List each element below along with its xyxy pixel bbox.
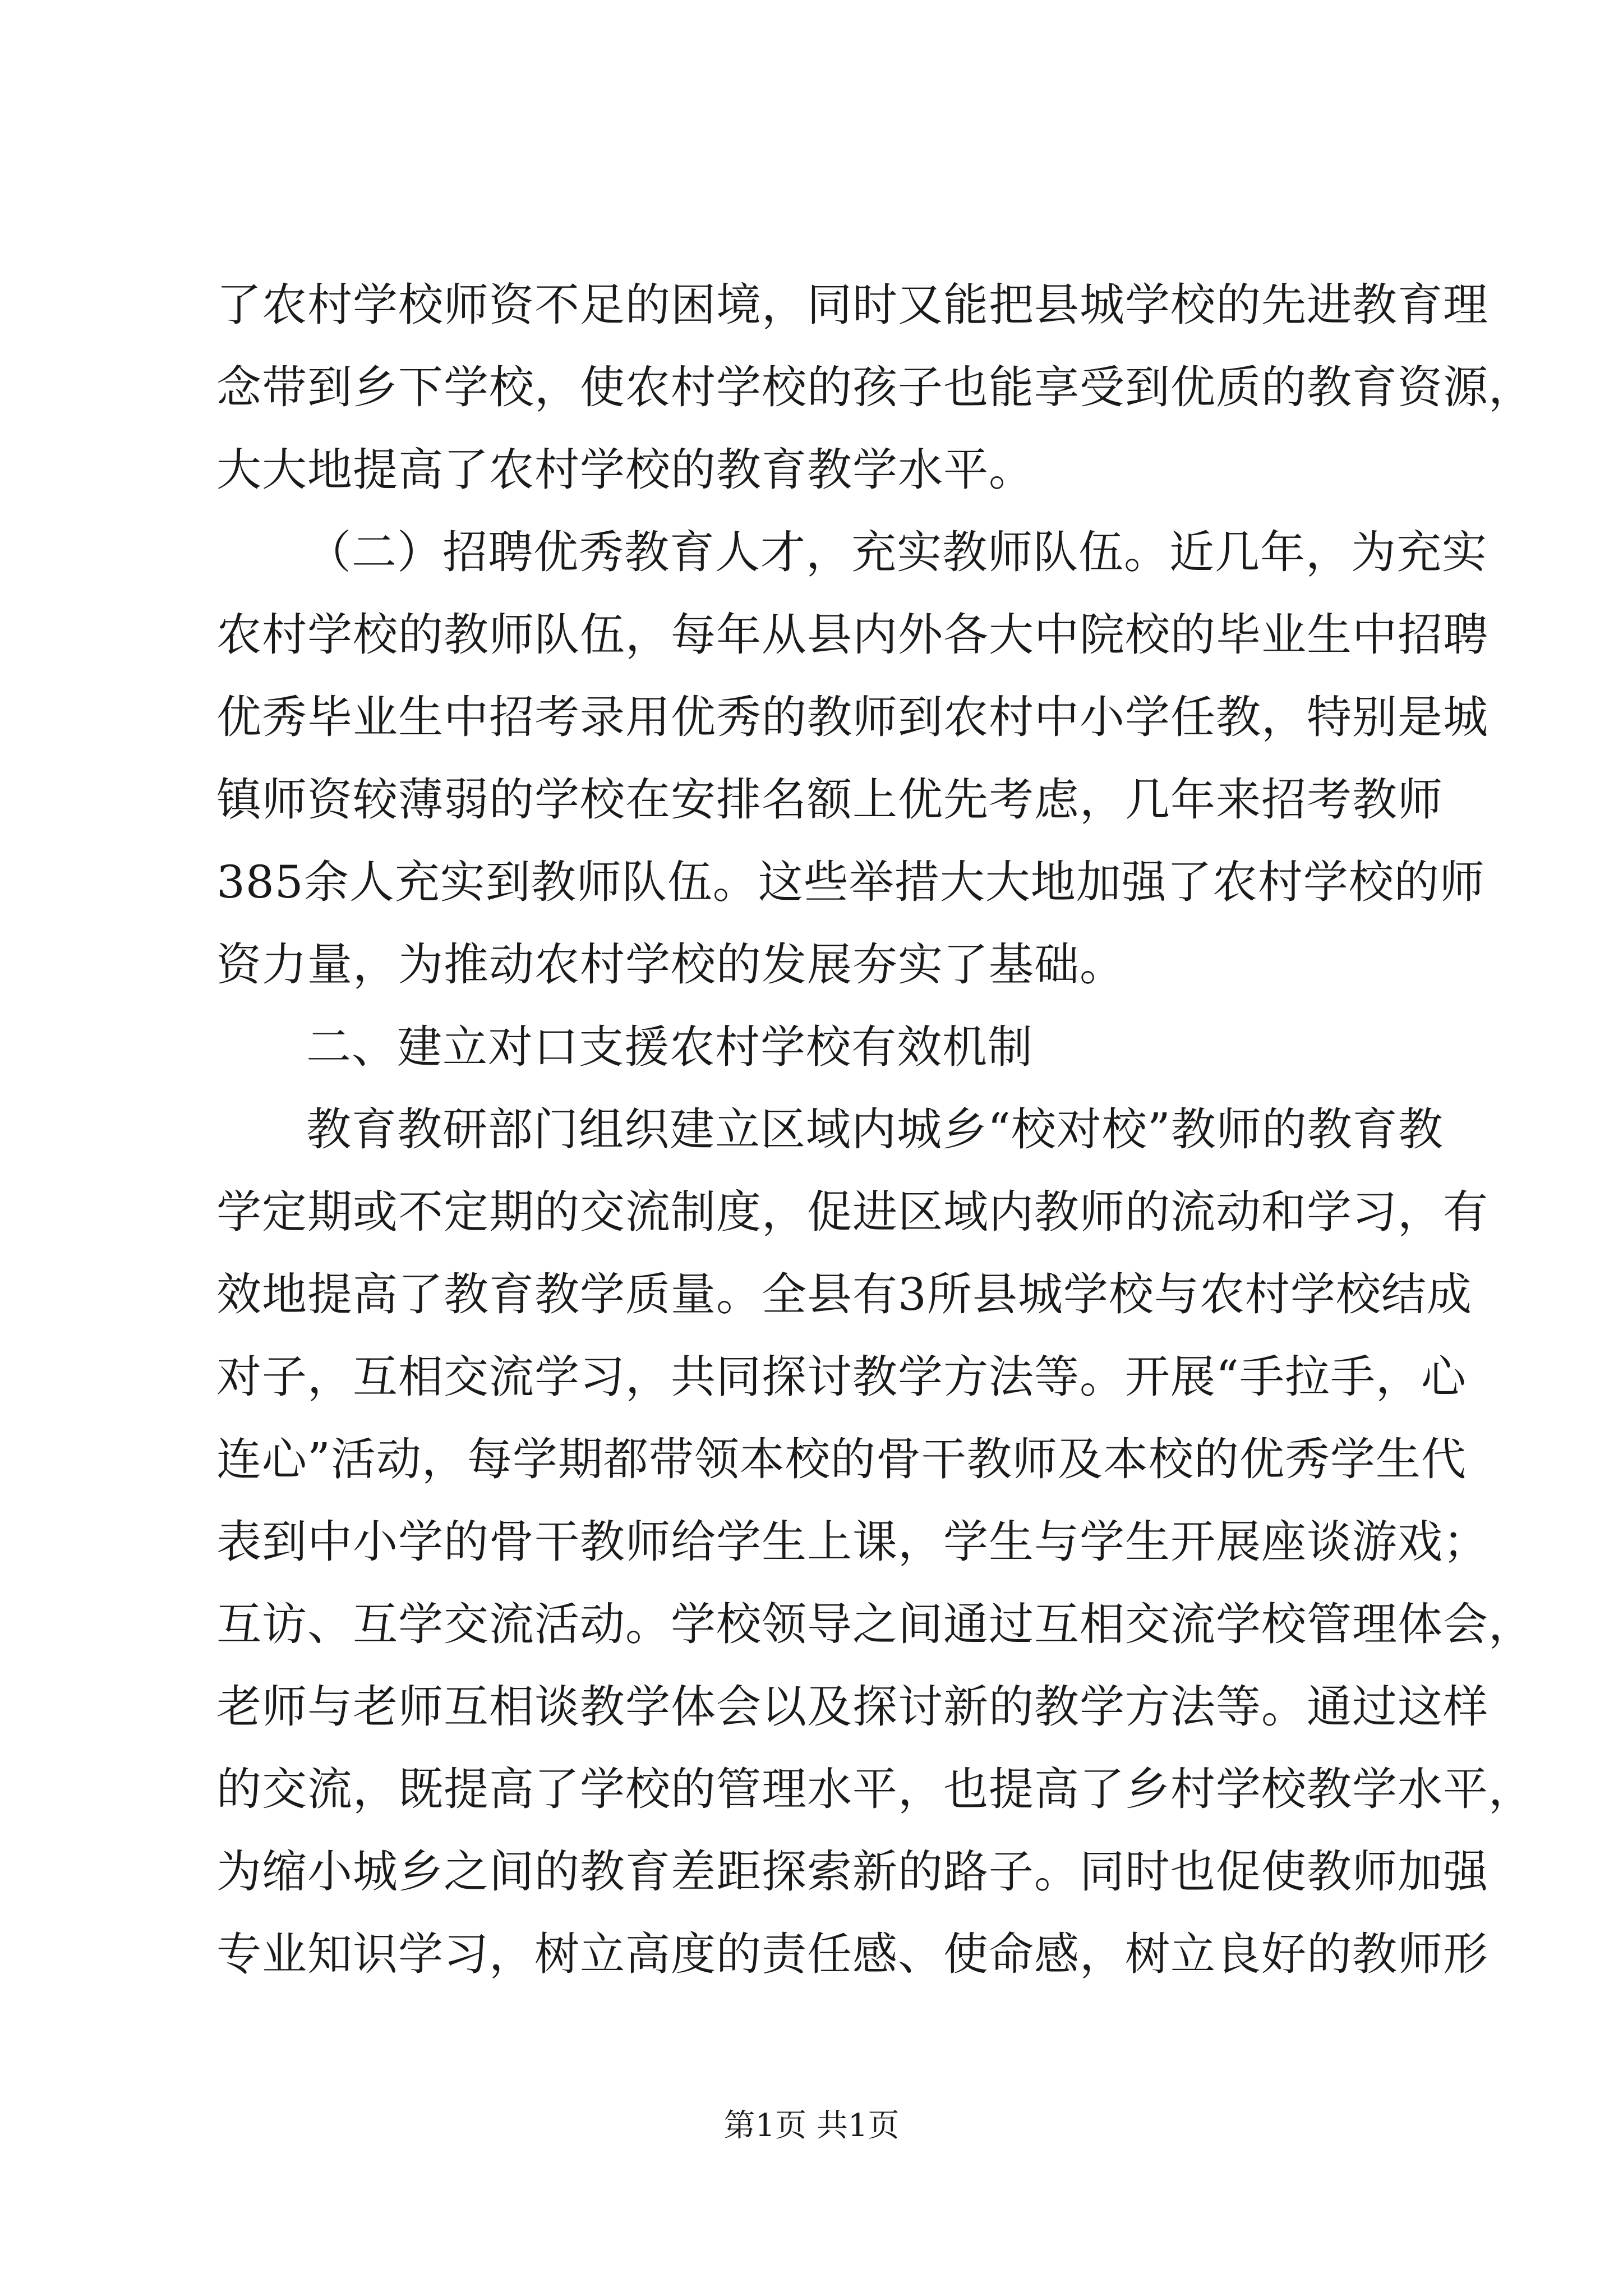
text-line: 教育教研部门组织建立区域内城乡“校对校”教师的教育教 — [306, 1103, 1444, 1156]
document-body — [216, 264, 1534, 1995]
text-line: 对子，互相交流学习，共同探讨教学方法等。开展“手拉手，心 — [216, 1351, 1467, 1403]
text-line: 效地提高了教育教学质量。全县有3所县城学校与农村学校结成 — [216, 1268, 1472, 1320]
page-footer: 第1页 共1页 — [723, 2108, 900, 2144]
text-line: 的交流，既提高了学校的管理水平，也提高了乡村学校教学水平， — [216, 1763, 1534, 1815]
text-line: 镇师资较薄弱的学校在安排名额上优先考虑，几年来招考教师 — [216, 774, 1443, 826]
text-line: 了农村学校师资不足的困境，同时又能把县城学校的先进教育理 — [216, 279, 1488, 331]
text-line: （二）招聘优秀教育人才，充实教师队伍。近几年，为充实 — [306, 526, 1487, 578]
text-line: 385余人充实到教师队伍。这些举措大大地加强了农村学校的师 — [216, 856, 1485, 908]
text-line: 念带到乡下学校，使农村学校的孩子也能享受到优质的教育资源， — [216, 361, 1534, 413]
text-line: 大大地提高了农村学校的教育教学水平。 — [216, 444, 1034, 496]
text-line: 老师与老师互相谈教学体会以及探讨新的教学方法等。通过这样 — [216, 1681, 1488, 1733]
text-line: 专业知识学习，树立高度的责任感、使命感，树立良好的教师形 — [216, 1928, 1488, 1980]
text-line: 为缩小城乡之间的教育差距探索新的路子。同时也促使教师加强 — [216, 1846, 1488, 1898]
text-line: 优秀毕业生中招考录用优秀的教师到农村中小学任教，特别是城 — [216, 691, 1488, 743]
text-line: 连心”活动，每学期都带领本校的骨干教师及本校的优秀学生代 — [216, 1433, 1467, 1485]
text-line: 农村学校的教师队伍，每年从县内外各大中院校的毕业生中招聘 — [216, 609, 1488, 661]
text-line: 互访、互学交流活动。学校领导之间通过互相交流学校管理体会， — [216, 1598, 1534, 1650]
text-line: 表到中小学的骨干教师给学生上课，学生与学生开展座谈游戏； — [216, 1516, 1488, 1568]
text-line: 学定期或不定期的交流制度，促进区域内教师的流动和学习，有 — [216, 1186, 1488, 1238]
text-line: 二、建立对口支援农村学校有效机制 — [306, 1021, 1033, 1073]
text-line: 资力量，为推动农村学校的发展夯实了基础。 — [216, 938, 1125, 991]
